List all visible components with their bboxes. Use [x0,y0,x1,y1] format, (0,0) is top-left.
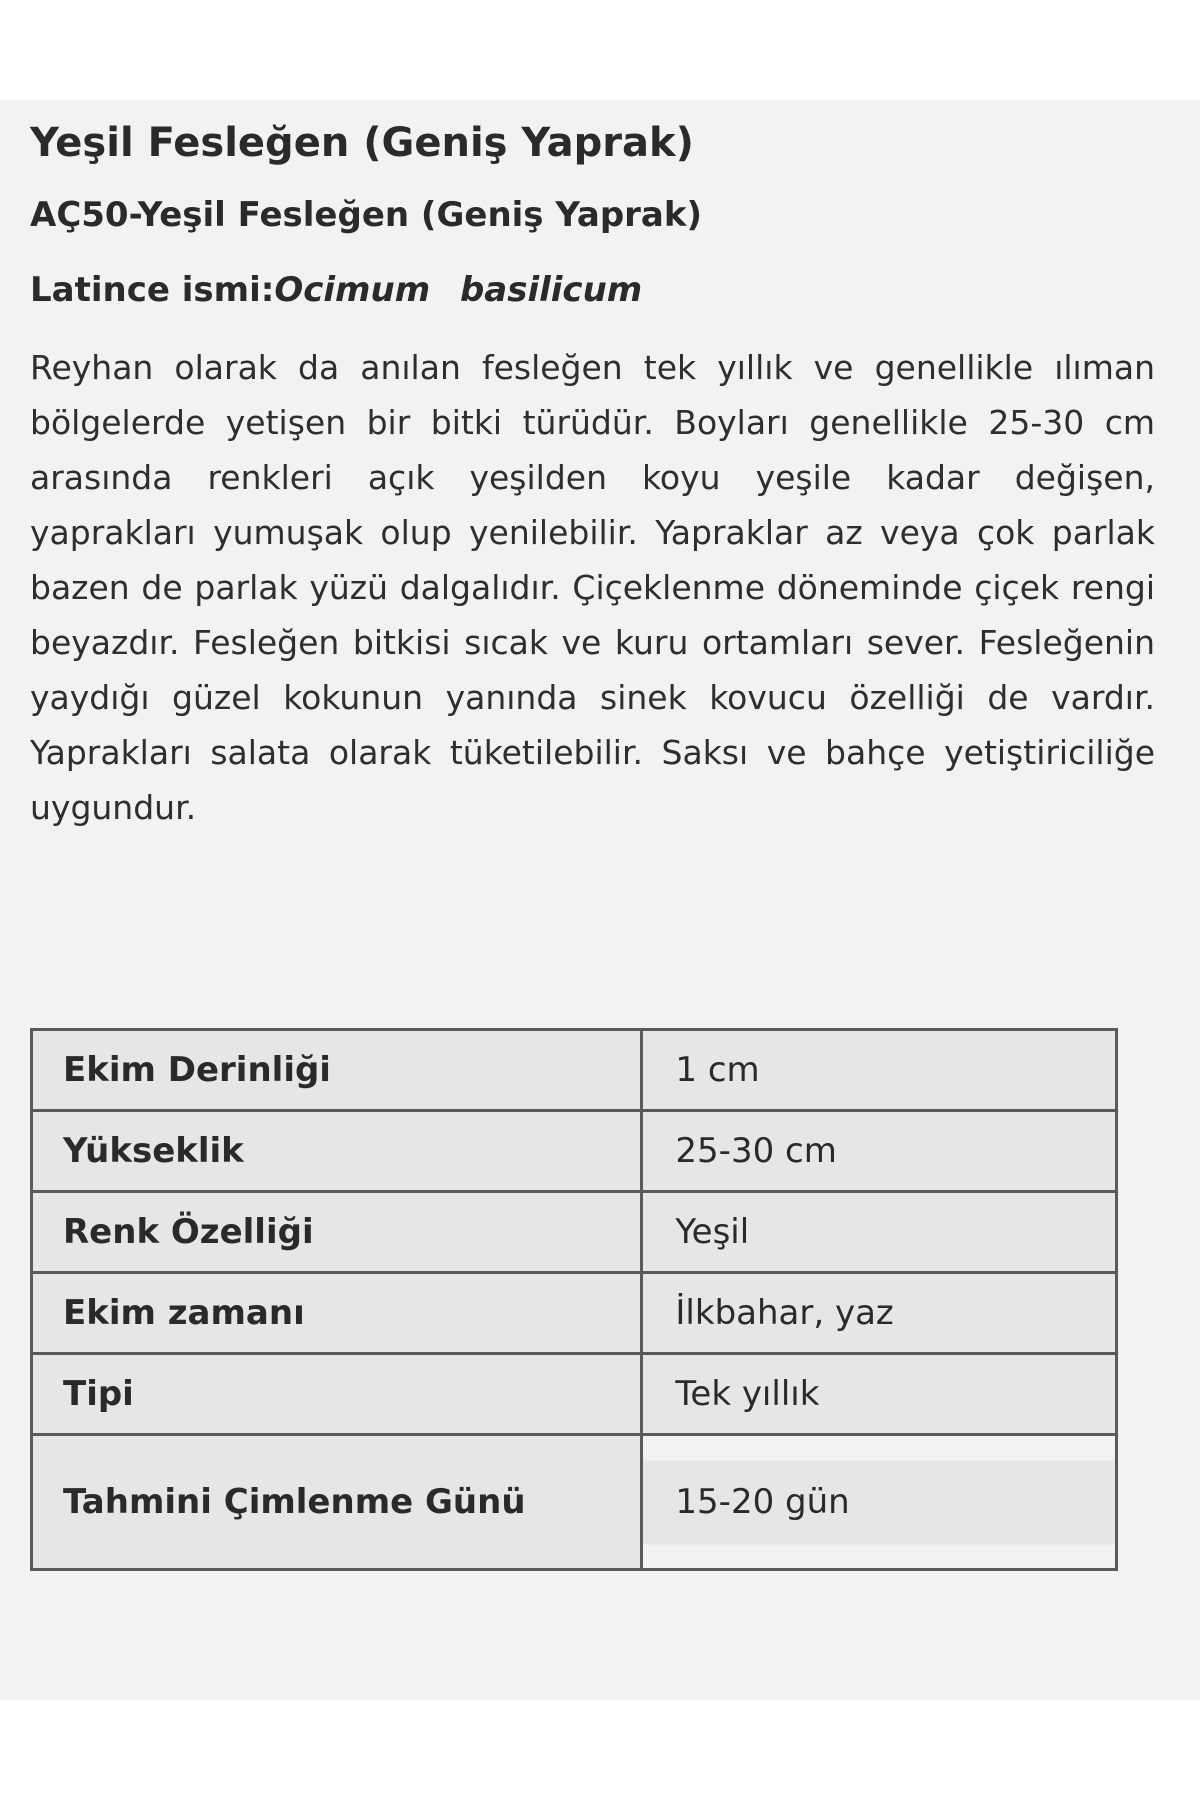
spec-label: Tipi [32,1354,642,1435]
product-description: Reyhan olarak da anılan fesleğen tek yıllık ve genellikle ılıman bölgelerde yetişen bir bitki türüdür. Boyları genellikle 25-30 cm arasında renkleri açık yeşilden koyu yeşile kadar değişen, yaprakları yumuşak olup yenilebilir. Yapraklar az veya çok parlak bazen de parlak yüzü dalgalıdır. Çiçeklenme döneminde çiçek rengi beyazdır. Fesleğen bitkisi sıcak ve kuru ortamları sever. Fesleğenin yaydığı güzel kokunun yanında sinek kovucu özelliği de vardır. Yaprakları salata olarak tüketilebilir. Saksı ve bahçe yetiştiriciliğe uygundur. [30,348,1155,827]
table-row [32,1273,1117,1354]
spec-value: İlkbahar, yaz [642,1273,1117,1354]
spec-label: Tahmini Çimlenme Günü [32,1435,642,1570]
spec-value: 15-20 gün [642,1435,1117,1570]
table-row [32,1435,1117,1570]
specs-table [30,1028,1118,1571]
product-code-title: AÇ50-Yeşil Fesleğen (Geniş Yaprak) [30,195,703,235]
spec-value: Yeşil [642,1192,1117,1273]
spec-label: Ekim Derinliği [32,1030,642,1111]
product-info-panel [0,100,1200,1700]
spec-value: Tek yıllık [642,1354,1117,1435]
latin-name-line [30,270,642,310]
table-row [32,1354,1117,1435]
spec-label: Ekim zamanı [32,1273,642,1354]
table-row [32,1030,1117,1111]
spec-label: Renk Özelliği [32,1192,642,1273]
latin-name-label: Latince ismi: [30,270,275,310]
table-row [32,1111,1117,1192]
latin-name-value: Ocimum basilicum [274,270,643,310]
product-title: Yeşil Fesleğen (Geniş Yaprak) [30,120,694,166]
spec-value: 1 cm [642,1030,1117,1111]
table-row [32,1192,1117,1273]
spec-label: Yükseklik [32,1111,642,1192]
spec-value: 25-30 cm [642,1111,1117,1192]
